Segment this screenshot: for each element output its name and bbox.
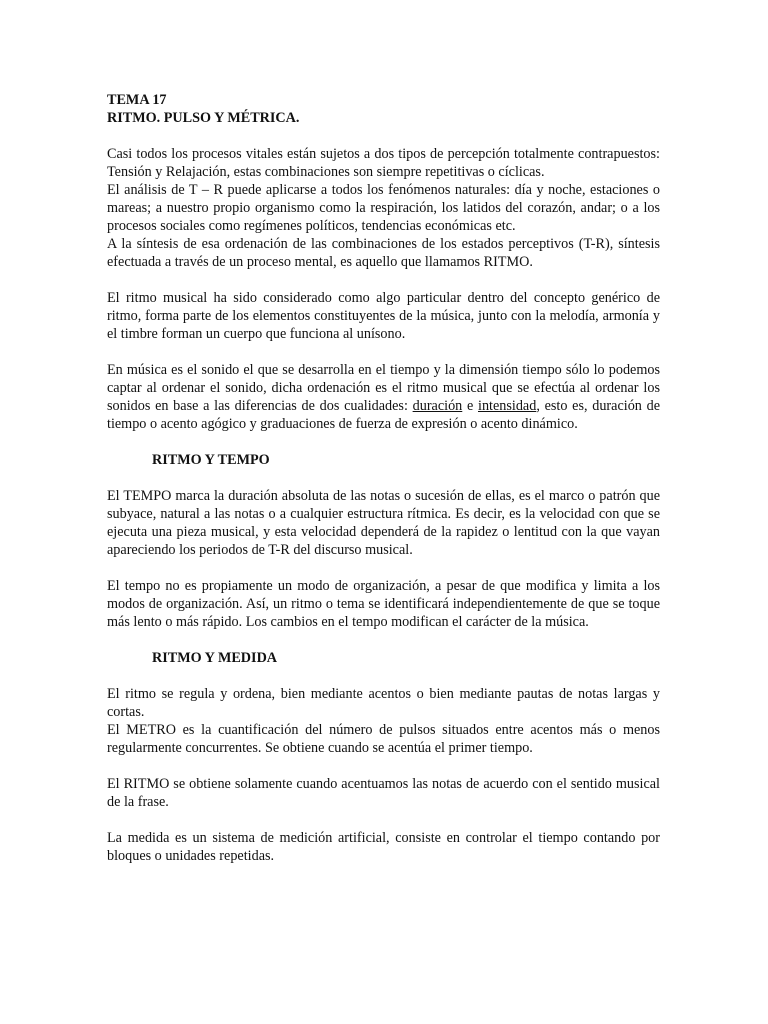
text-run: En música es el sonido el que se desarrolla en el tiempo y la dimensión tiempo sólo lo podemos captar al ordenar el sonido, dicha ordenación es el ritmo musical que se efectúa al ordenar los sonidos en base a las diferencias de dos cualidades: bbox=[107, 362, 660, 414]
document-title-main: RITMO. PULSO Y MÉTRICA. bbox=[107, 110, 300, 126]
paragraph-gap bbox=[107, 559, 660, 577]
paragraph-gap bbox=[107, 811, 660, 829]
intro-paragraph-3: A la síntesis de esa ordenación de las combinaciones de los estados perceptivos (T-R), síntesis efectuada a través de un proceso mental, es aquello que llamamos RITMO. bbox=[107, 236, 660, 270]
spacer bbox=[107, 127, 660, 145]
paragraph-gap bbox=[107, 667, 660, 685]
document-page bbox=[107, 91, 660, 865]
medida-paragraph-2: El METRO es la cuantificación del número de pulsos situados entre acentos más o menos regularmente concurrentes. Se obtiene cuando se acentúa el primer tiempo. bbox=[107, 722, 660, 756]
tempo-paragraph-2: El tempo no es propiamente un modo de organización, a pesar de que modifica y limita a los modos de organización. Así, un ritmo o tema se identificará independientemente de que se toque más lento o más rápido. Los cambios en el tempo modifican el carácter de la música. bbox=[107, 578, 660, 630]
paragraph-gap bbox=[107, 343, 660, 361]
intro-paragraph-2: El análisis de T – R puede aplicarse a todos los fenómenos naturales: día y noche, estaciones o mareas; a nuestro propio organismo como la respiración, los latidos del corazón, andar; o a los procesos sociales como regímenes políticos, tendencias económicas etc. bbox=[107, 182, 660, 234]
text-run: , esto es, duración de tiempo o acento agógico y graduaciones de fuerza de expresión o acento dinámico. bbox=[107, 398, 660, 432]
tempo-paragraph-1: El TEMPO marca la duración absoluta de las notas o sucesión de ellas, es el marco o patrón que subyace, natural a las notas o a cualquier estructura rítmica. Es decir, es la velocidad con que se ejecuta una pieza musical, y esta velocidad dependerá de la rapidez o lentitud con la que vayan apareciendo los periodos de T-R del discurso musical. bbox=[107, 488, 660, 558]
paragraph-gap bbox=[107, 631, 660, 649]
paragraph-gap bbox=[107, 757, 660, 775]
medida-paragraph-1: El ritmo se regula y ordena, bien mediante acentos o bien mediante pautas de notas largas y cortas. bbox=[107, 686, 660, 720]
section-heading-ritmo-tempo: RITMO Y TEMPO bbox=[152, 452, 270, 468]
section-heading-ritmo-medida: RITMO Y MEDIDA bbox=[152, 650, 278, 666]
underlined-term-intensidad: intensidad bbox=[478, 398, 537, 414]
intro-paragraph-1: Casi todos los procesos vitales están sujetos a dos tipos de percepción totalmente contrapuestos: Tensión y Relajación, estas combinaciones son siempre repetitivas o cíclicas. bbox=[107, 146, 660, 180]
medida-paragraph-3: El RITMO se obtiene solamente cuando acentuamos las notas de acuerdo con el sentido musical de la frase. bbox=[107, 776, 660, 810]
paragraph-gap bbox=[107, 433, 660, 451]
intro-paragraph-4: El ritmo musical ha sido considerado como algo particular dentro del concepto genérico de ritmo, forma parte de los elementos constituyentes de la música, junto con la melodía, armonía y el timbre forman un cuerpo que funciona al unísono. bbox=[107, 290, 660, 342]
text-run: e bbox=[462, 398, 478, 414]
intro-paragraph-5 bbox=[107, 361, 660, 433]
paragraph-gap bbox=[107, 271, 660, 289]
medida-paragraph-4: La medida es un sistema de medición artificial, consiste en controlar el tiempo contando por bloques o unidades repetidas. bbox=[107, 830, 660, 864]
paragraph-gap bbox=[107, 469, 660, 487]
document-title-topic: TEMA 17 bbox=[107, 92, 167, 108]
underlined-term-duracion: duración bbox=[412, 398, 463, 414]
